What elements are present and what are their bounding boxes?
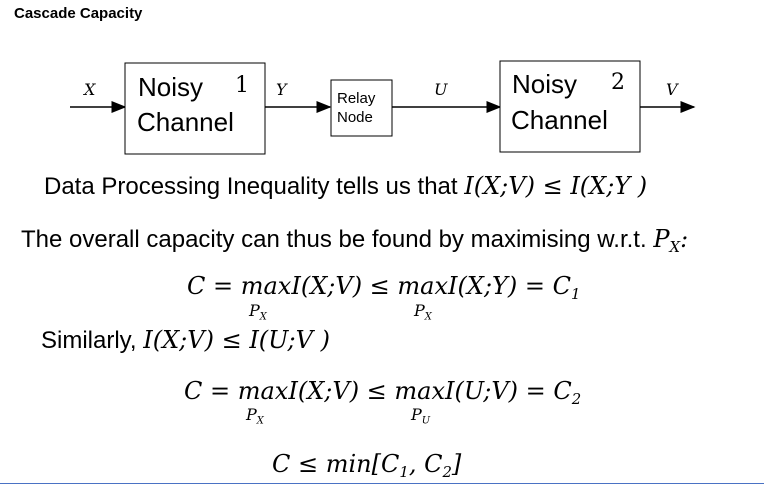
eq1-under-2: $P_X$	[414, 301, 432, 323]
eq2-under-1: $P_X$	[246, 405, 264, 427]
capacity-line	[21, 225, 688, 256]
slide-title: Cascade Capacity	[14, 5, 143, 22]
relay-line2: Node	[337, 109, 373, 126]
bottom-divider	[0, 483, 764, 484]
channel2-line2: Channel	[511, 105, 608, 135]
similarly-line	[41, 326, 330, 355]
equation-2	[184, 377, 581, 408]
eq1-mid: I(X;V) ≤ max	[291, 272, 449, 300]
eq2-left: C = max	[184, 377, 289, 405]
eq2-under-2: $P_U$	[411, 405, 431, 427]
u-label: U	[434, 80, 448, 99]
y-label: Y	[276, 80, 287, 99]
eq1-right: I(X;Y) = $C_1$	[448, 272, 581, 304]
similarly-text: Similarly,	[41, 327, 137, 354]
eq1-under-1: $P_X$	[249, 301, 267, 323]
dpi-line	[44, 172, 647, 201]
channel2-number: 2	[611, 70, 625, 95]
dpi-math: I(X;V) ≤ I(X;Y )	[464, 172, 648, 200]
channel1-line2: Channel	[137, 107, 234, 137]
dpi-text: Data Processing Inequality tells us that	[44, 173, 458, 200]
eq2-mid: I(X;V) ≤ max	[288, 377, 446, 405]
cascade-diagram	[0, 0, 764, 170]
channel1-number: 1	[235, 73, 249, 98]
similarly-math: I(X;V) ≤ I(U;V )	[143, 326, 330, 354]
equation-3: $C \le \min[C_1$, $C_2$]	[272, 450, 462, 482]
capacity-text: The overall capacity can thus be found by maximising w.r.t.	[21, 226, 647, 253]
input-label: X	[84, 80, 96, 99]
equation-1	[187, 272, 580, 303]
relay-box	[331, 80, 392, 136]
eq1-left: C = max	[187, 272, 292, 300]
eq2-right: I(U;V) = $C_2$	[445, 377, 582, 409]
channel2-line1: Noisy	[512, 69, 578, 99]
relay-line1: Relay	[337, 90, 376, 107]
channel1-line1: Noisy	[138, 72, 204, 102]
output-label: V	[666, 80, 678, 99]
capacity-symbol: $P_X$:	[653, 225, 689, 257]
